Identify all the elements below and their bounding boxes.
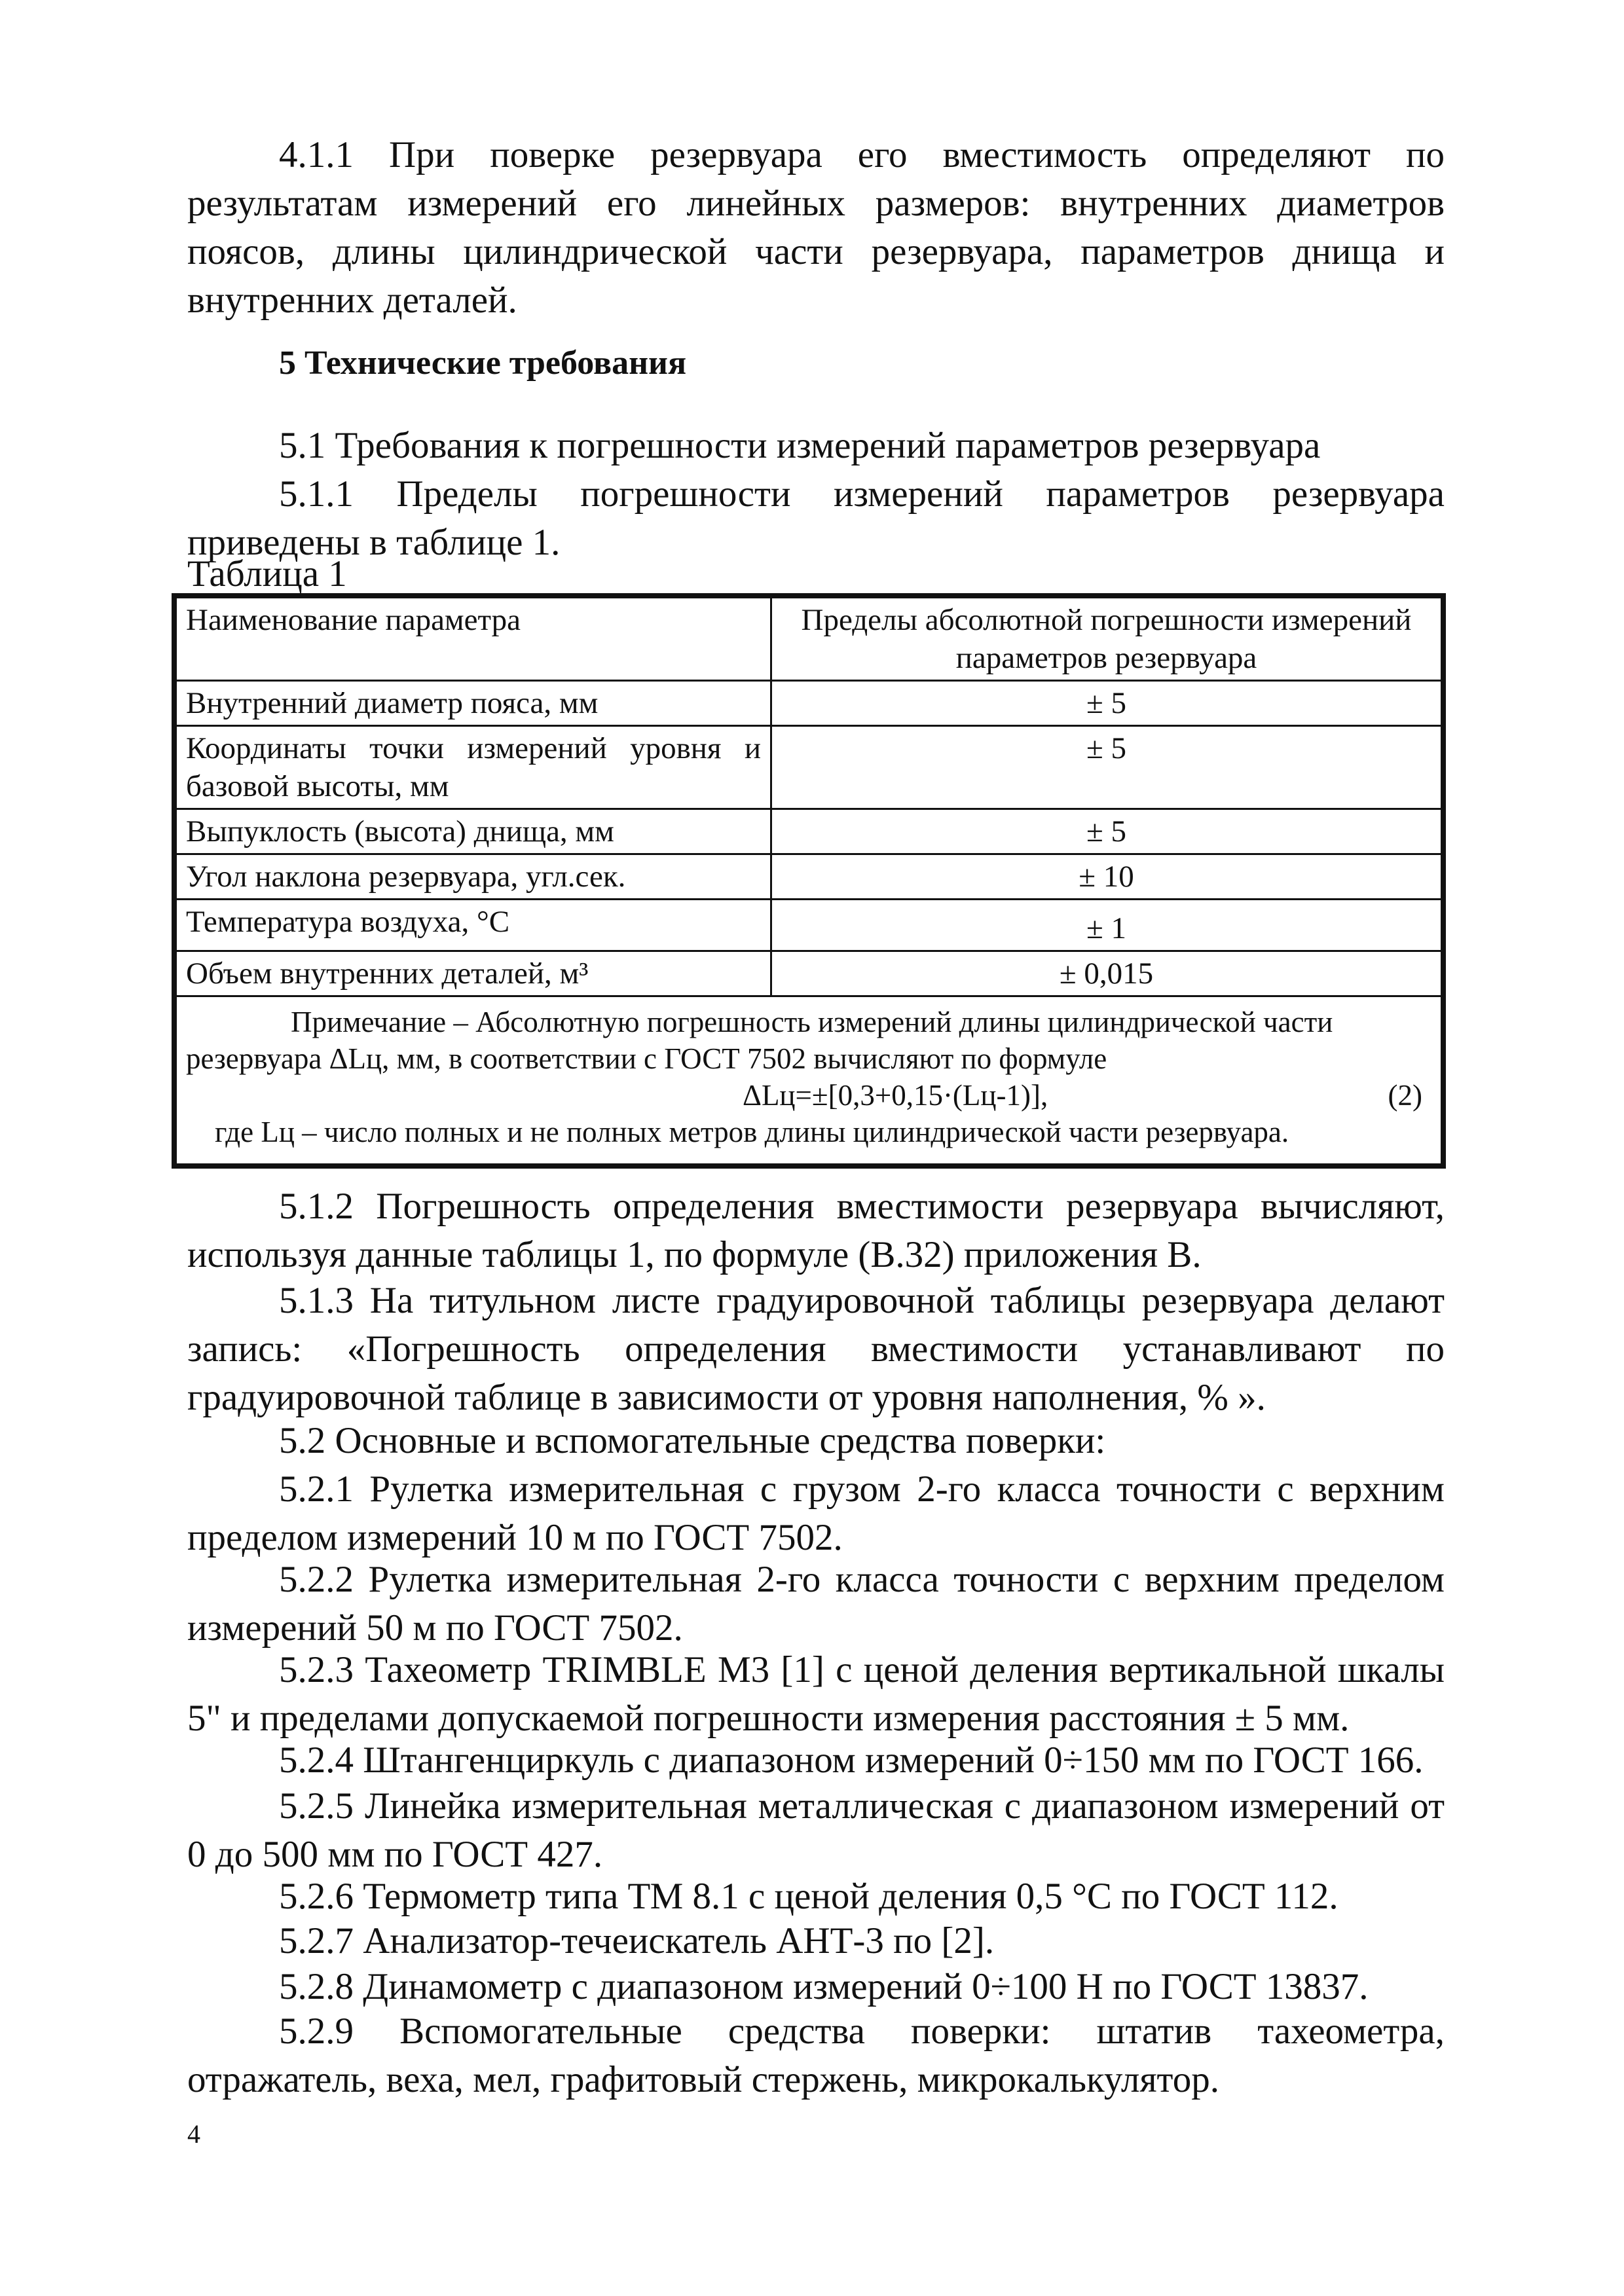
note-text: Примечание – Абсолютную погрешность измерений длины цилиндрической части резервуара ΔLц, мм, в соответствии с ГОСТ 7502 вычисляют по формуле [186,1006,1333,1075]
paragraph-5-2-8: 5.2.8 Динамометр с диапазоном измерений 0÷100 Н по ГОСТ 13837. [279,1966,1369,2007]
table-cell-value: ± 5 [771,809,1442,854]
table-cell-value: ± 5 [771,726,1442,809]
table-header-name: Наименование параметра [176,598,771,681]
table-cell-name: Выпуклость (высота) днища, мм [176,809,771,854]
table-header-row [176,598,1442,681]
table-note-row [176,996,1442,1165]
parameters-table [172,593,1446,1169]
paragraph-5-1: 5.1 Требования к погрешности измерений параметров резервуара [279,425,1321,466]
paragraph-5-2-9: 5.2.9 Вспомогательные средства поверки: штатив тахеометра, отражатель, веха, мел, графитовый стержень, микрокалькулятор. [187,2011,1445,2100]
paragraph-4-1-1: 4.1.1 При поверке резервуара его вместимость определяют по результатам измерений его линейных размеров: внутренних диаметров поясов, длины цилиндрической части резервуара, параметров днища и внутренних деталей. [187,134,1445,321]
table-cell-value: ± 0,015 [771,951,1442,996]
note-where: где Lц – число полных и не полных метров длины цилиндрической части резервуара. [215,1116,1289,1148]
note-formula-line [186,1077,1431,1114]
table-caption: Таблица 1 [187,553,347,594]
table-cell-name: Температура воздуха, °С [176,900,771,951]
table-cell-name: Координаты точки измерений уровня и базовой высоты, мм [176,726,771,809]
paragraph-5-1-1: 5.1.1 Пределы погрешности измерений параметров резервуара приведены в таблице 1. [187,473,1445,563]
paragraph-5-2-2: 5.2.2 Рулетка измерительная 2-го класса точности с верхним пределом измерений 50 м по ГОСТ 7502. [187,1559,1445,1649]
table-cell-name: Объем внутренних деталей, м³ [176,951,771,996]
formula: ΔLц=±[0,3+0,15·(Lц-1)], [743,1079,1048,1112]
table-cell-value: ± 1 [771,900,1442,951]
table-cell-name: Угол наклона резервуара, угл.сек. [176,854,771,900]
table-row [176,900,1442,951]
table-cell-value: ± 5 [771,681,1442,726]
paragraph-5-1-3: 5.1.3 На титульном листе градуировочной таблицы резервуара делают запись: «Погрешность определения вместимости устанавливают по градуировочной таблице в зависимости от уровня наполнения, % ». [187,1280,1445,1418]
paragraph-5-2: 5.2 Основные и вспомогательные средства поверки: [279,1420,1106,1461]
section-heading: 5 Технические требования [279,344,687,382]
paragraph-5-2-6: 5.2.6 Термометр типа ТМ 8.1 с ценой деления 0,5 °С по ГОСТ 112. [279,1876,1338,1917]
table-cell-name: Внутренний диаметр пояса, мм [176,681,771,726]
paragraph-5-2-4: 5.2.4 Штангенциркуль с диапазоном измерений 0÷150 мм по ГОСТ 166. [279,1740,1424,1781]
table-cell-value: ± 10 [771,854,1442,900]
formula-number: (2) [1388,1079,1422,1112]
table-row [176,809,1442,854]
paragraph-5-2-1: 5.2.1 Рулетка измерительная с грузом 2-го класса точности с верхним пределом измерений 10 м по ГОСТ 7502. [187,1468,1445,1558]
page-number: 4 [187,2119,200,2149]
table-header-limits: Пределы абсолютной погрешности измерений параметров резервуара [771,598,1442,681]
paragraph-5-2-7: 5.2.7 Анализатор-течеискатель АНТ-3 по [2]. [279,1920,995,1961]
table-row [176,854,1442,900]
paragraph-5-2-5: 5.2.5 Линейка измерительная металлическая с диапазоном измерений от 0 до 500 мм по ГОСТ 427. [187,1785,1445,1875]
table-row [176,726,1442,809]
table-note [176,996,1442,1165]
table-row [176,681,1442,726]
table-row [176,951,1442,996]
paragraph-5-2-3: 5.2.3 Тахеометр TRIMBLE M3 [1] с ценой деления вертикальной шкалы 5" и пределами допускаемой погрешности измерения расстояния ± 5 мм. [187,1649,1445,1739]
paragraph-5-1-2: 5.1.2 Погрешность определения вместимости резервуара вычисляют, используя данные таблицы 1, по формуле (В.32) приложения В. [187,1186,1445,1275]
